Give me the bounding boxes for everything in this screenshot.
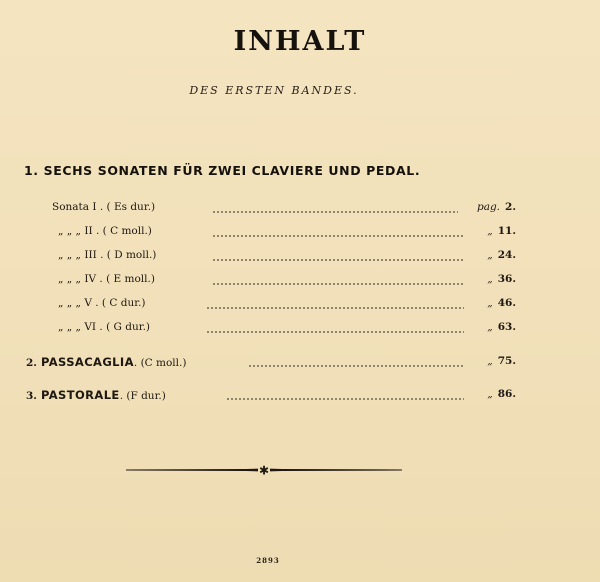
entry-page: „ 36. [487,273,516,285]
page-title: INHALT [233,26,367,57]
entry-label: 2. PASSACAGLIA. (C moll.) [26,355,187,369]
entry-key: . (C moll.) [133,357,187,369]
entry-key: . (F dur.) [119,390,166,402]
toc-entry-passacaglia [0,355,600,373]
entry-title: PASTORALE [40,388,120,402]
leader-dots [212,283,464,285]
ornamental-divider [126,462,402,478]
entry-label: „ „ „ VI . ( G dur.) [58,321,151,333]
leader-dots [206,331,464,333]
leader-dots [212,235,464,237]
entry-page: pag. 2. [476,201,516,213]
entry-label: „ „ „ V . ( C dur.) [58,297,146,309]
entry-title: PASSACAGLIA [40,355,134,369]
toc-entry-sonata-3 [0,249,600,267]
toc-entry-pastorale [0,388,600,406]
leader-dots [212,211,458,213]
entry-label: Sonata I . ( Es dur.) [52,201,156,213]
leader-dots [206,307,464,309]
entry-page: „ 86. [487,388,516,400]
toc-entry-sonata-6 [0,321,600,339]
leader-dots [212,259,464,261]
entry-label: „ „ „ II . ( C moll.) [58,225,152,237]
entry-label: „ „ „ III . ( D moll.) [58,249,157,261]
entry-label: „ „ „ IV . ( E moll.) [58,273,155,285]
toc-entry-sonata-5 [0,297,600,315]
toc-entry-sonata-1 [0,201,600,219]
page-subtitle: DES ERSTEN BANDES. [189,84,359,97]
entry-page: „ 46. [487,297,516,309]
entry-label: 3. PASTORALE. (F dur.) [26,388,166,402]
entry-page: „ 75. [487,355,516,367]
entry-page: „ 24. [487,249,516,261]
svg-text:✱: ✱ [258,463,270,478]
plate-number: 2893 [256,556,280,565]
toc-entry-sonata-2 [0,225,600,243]
toc-entry-sonata-4 [0,273,600,291]
entry-page: „ 11. [487,225,516,237]
section-heading-sonatas: 1. SECHS SONATEN FÜR ZWEI CLAVIERE UND PEDAL. [24,163,421,178]
leader-dots [226,398,464,400]
leader-dots [248,365,464,367]
entry-page: „ 63. [487,321,516,333]
